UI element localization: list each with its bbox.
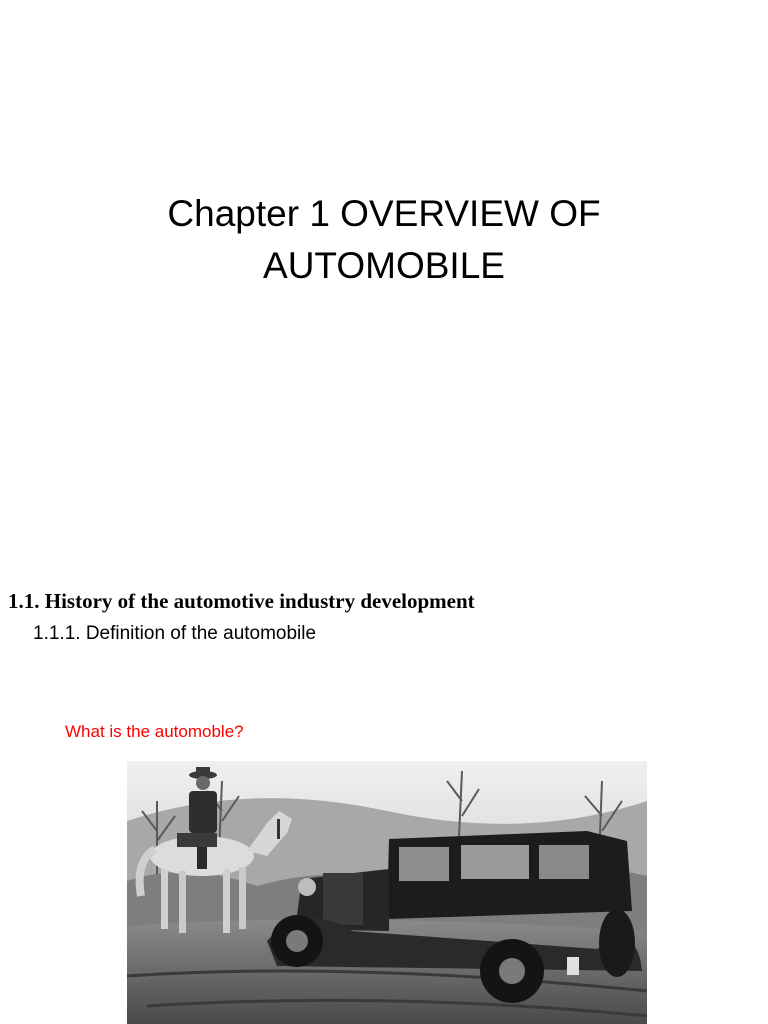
section-heading: 1.1. History of the automotive industry development bbox=[8, 589, 475, 613]
subsection-heading: 1.1.1. Definition of the automobile bbox=[33, 623, 317, 644]
question-text: What is the automoble? bbox=[65, 722, 244, 741]
vintage-car-and-horse-photo bbox=[127, 761, 647, 1024]
slide-title-line-2: AUTOMOBILE bbox=[263, 245, 505, 286]
slide-title bbox=[84, 188, 684, 292]
slide-title-line-1: Chapter 1 OVERVIEW OF bbox=[167, 193, 601, 234]
